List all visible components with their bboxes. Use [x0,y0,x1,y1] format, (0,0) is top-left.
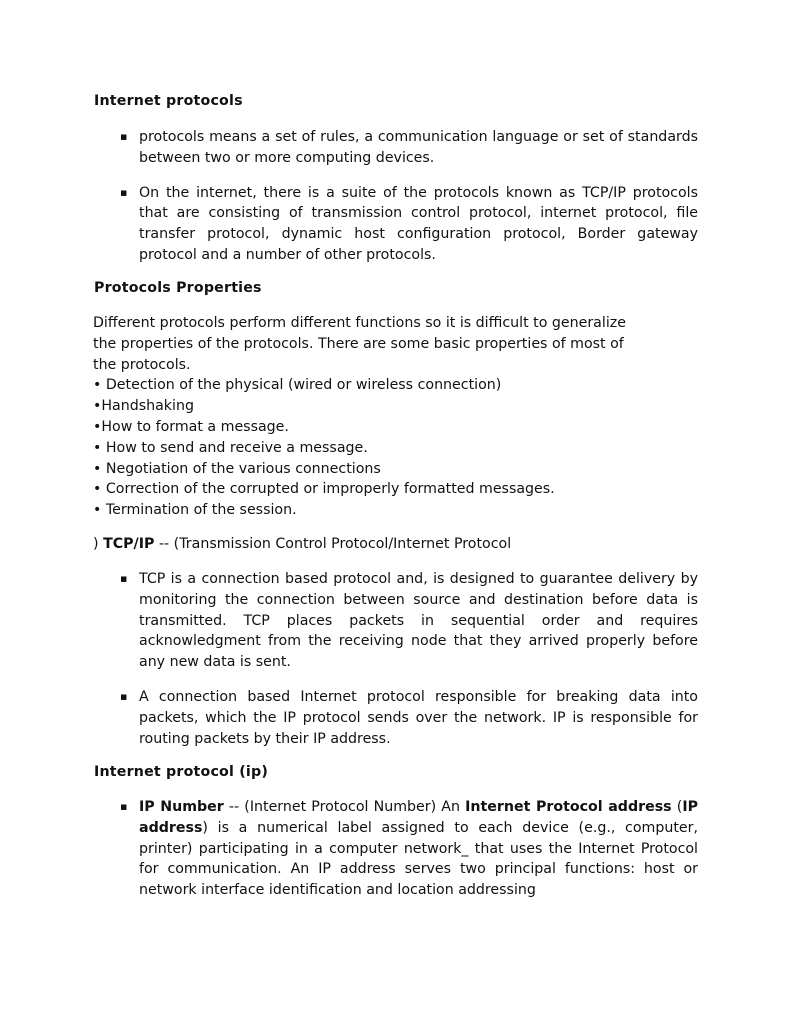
list-item-text [139,799,698,898]
properties-paragraph [93,313,693,521]
list-item-text: A connection based Internet protocol responsible for breaking data into packets, which the IP protocol sends over the network. IP is responsible for routing packets by their IP address. [139,688,698,747]
bullet-icon: ▪ [120,800,128,813]
tcpip-list [118,569,698,749]
property-item: •Handshaking [93,398,194,415]
tcpip-description: -- (Transmission Control Protocol/Internet Protocol [158,536,512,552]
list-item [118,127,698,169]
list-item [118,687,698,749]
bullet-icon: ▪ [120,185,128,199]
paragraph-line: Different protocols perform different functions so it is difficult to generalize [93,315,626,331]
bullet-icon: ▪ [120,689,128,703]
tcpip-prefix: ) [93,536,99,552]
ip-text: -- (Internet Protocol Number) An [223,799,466,815]
property-item: • How to send and receive a message. [93,439,368,456]
property-item: • Detection of the physical (wired or wireless connection) [93,377,502,394]
ip-list [118,797,698,901]
list-item [118,797,698,901]
ip-text: ) is a numerical label assigned to each device (e.g., computer, printer) participating in a computer network_ that uses the Internet Protocol for communication. An IP address serves two principal functions: host or network interface identification and location addressing [139,819,698,899]
tcpip-heading-line [93,534,693,555]
heading-internet-protocol-ip: Internet protocol (ip) [94,764,268,780]
internet-protocol-address-term: Internet Protocol address [465,799,672,815]
list-item-text: On the internet, there is a suite of the protocols known as TCP/IP protocols that are consisting of transmission control protocol, internet protocol, file transfer protocol, dynamic host configuration protocol, Border gateway protocol and a number of other protocols. [139,184,698,263]
bullet-icon: ▪ [120,130,128,143]
bullet-icon: ▪ [120,572,128,585]
property-item: •How to format a message. [93,418,289,435]
paragraph-line: the properties of the protocols. There are some basic properties of most of [93,335,624,352]
list-item [118,183,698,266]
internet-protocols-list [118,127,698,266]
tcpip-term: TCP/IP [103,536,155,552]
list-item [118,569,698,673]
list-item-text: TCP is a connection based protocol and, is designed to guarantee delivery by monitoring the connection between source and destination before data is transmitted. TCP places packets in sequential order and requires acknowledgment from the receiving node that they arrived properly before any new data is sent. [139,571,698,671]
heading-protocols-properties: Protocols Properties [94,280,262,296]
ip-address-term: IP address [139,799,699,836]
paragraph-line: the protocols. [93,356,191,373]
property-item: • Correction of the corrupted or improperly formatted messages. [93,481,555,498]
ip-text: ( [671,799,683,815]
property-item: • Termination of the session. [93,502,297,519]
property-item: • Negotiation of the various connections [93,460,381,477]
heading-internet-protocols: Internet protocols [94,93,243,109]
list-item-text: protocols means a set of rules, a communication language or set of standards between two or more computing devices. [139,129,698,166]
ip-number-term: IP Number [139,799,224,815]
